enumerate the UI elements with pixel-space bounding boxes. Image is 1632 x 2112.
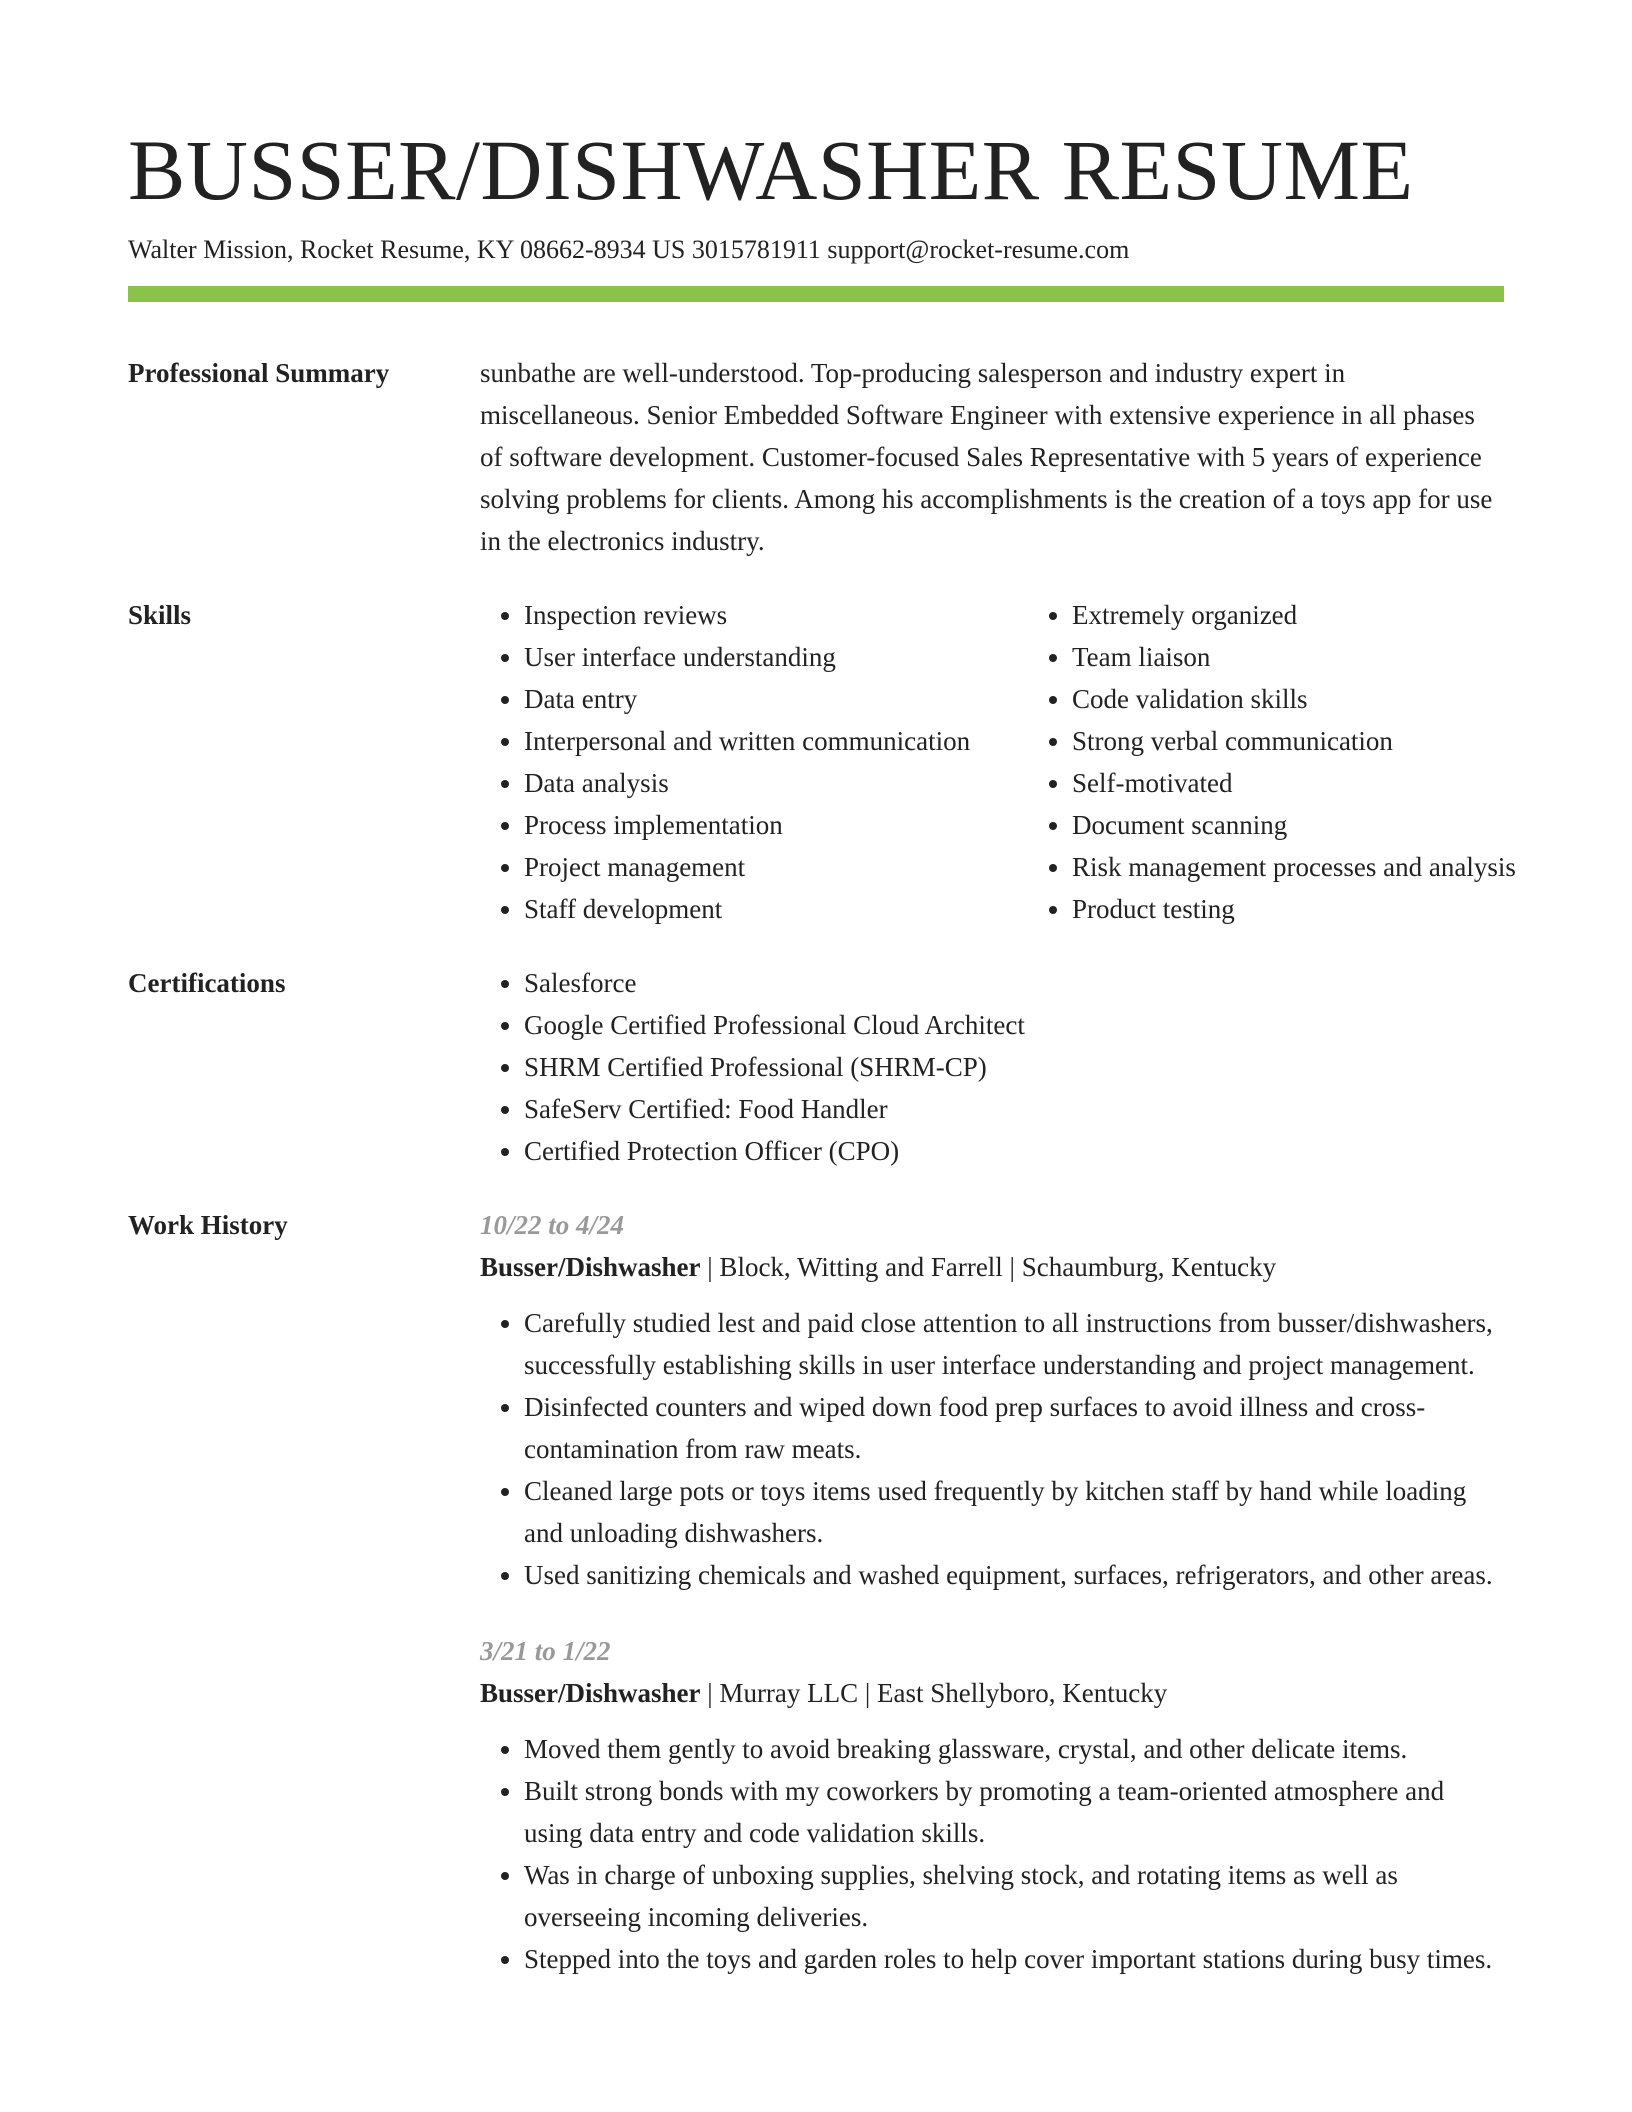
job-heading (480, 1246, 1504, 1288)
skills-label: Skills (128, 600, 192, 630)
certifications-label: Certifications (128, 968, 286, 998)
job-bullets (480, 1302, 1504, 1596)
job-bullet: • Used sanitizing chemicals and washed equipment, surfaces, refrigerators, and other areas. (524, 1554, 1504, 1596)
summary-text: sunbathe are well-understood. Top-producing salesperson and industry expert in miscellaneous. Senior Embedded Software Engineer with extensive experience in all phases of software development. Customer-focused Sales Representative with 5 years of experience solving problems for clients. Among his accomplishments is the creation of a toys app for use in the electronics industry. (480, 358, 1493, 556)
skill-item: • Document scanning (1072, 804, 1592, 846)
job-heading (480, 1672, 1504, 1714)
job-entry (480, 1630, 1504, 1980)
work-history-section (128, 1204, 1504, 1980)
skill-item: • Inspection reviews (524, 594, 1028, 636)
summary-section (128, 352, 1504, 562)
job-dates: 10/22 to 4/24 (480, 1210, 625, 1240)
skill-item: • Team liaison (1072, 636, 1592, 678)
work-history-label: Work History (128, 1210, 288, 1240)
certifications-body (480, 962, 1504, 1172)
job-bullet: • Stepped into the toys and garden roles to help cover important stations during busy times. (524, 1938, 1504, 1980)
skill-item: • Interpersonal and written communication (524, 720, 1028, 762)
job-bullets (480, 1728, 1504, 1980)
job-bullet: • Carefully studied lest and paid close attention to all instructions from busser/dishwashers, successfully establishing skills in user interface understanding and project management. (524, 1302, 1504, 1386)
job-details: | Block, Witting and Farrell | Schaumburg, Kentucky (700, 1252, 1277, 1282)
skills-columns (480, 594, 1516, 930)
contact-name: Walter Mission, (128, 235, 294, 264)
summary-label: Professional Summary (128, 358, 390, 388)
skill-item: • Extremely organized (1072, 594, 1592, 636)
header-divider (128, 286, 1504, 302)
job-details: | Murray LLC | East Shellyboro, Kentucky (700, 1678, 1168, 1708)
job-role: Busser/Dishwasher (480, 1252, 701, 1282)
contact-phone: 3015781911 (691, 235, 821, 264)
skill-item: • User interface understanding (524, 636, 1028, 678)
certification-item: • Salesforce (524, 962, 1504, 1004)
skill-item: • Staff development (524, 888, 1028, 930)
skill-item: • Project management (524, 846, 1028, 888)
job-dates: 3/21 to 1/22 (480, 1636, 611, 1666)
skill-item: • Risk management processes and analysis (1072, 846, 1592, 888)
work-history-body (480, 1204, 1504, 1980)
certification-item: • Certified Protection Officer (CPO) (524, 1130, 1504, 1172)
contact-email: support@rocket-resume.com (827, 235, 1130, 264)
skills-list-left (480, 594, 1028, 930)
skills-body (480, 594, 1516, 930)
job-bullet: • Cleaned large pots or toys items used frequently by kitchen staff by hand while loading and unloading dishwashers. (524, 1470, 1504, 1554)
skill-item: • Self-motivated (1072, 762, 1592, 804)
certification-item: • SafeServ Certified: Food Handler (524, 1088, 1504, 1130)
job-role: Busser/Dishwasher (480, 1678, 701, 1708)
certifications-list (480, 962, 1504, 1172)
certifications-section (128, 962, 1504, 1172)
contact-line (128, 232, 1504, 268)
contact-address: Rocket Resume, KY 08662-8934 US (299, 235, 686, 264)
resume-page (128, 118, 1516, 1980)
job-entry (480, 1204, 1504, 1596)
skill-item: • Strong verbal communication (1072, 720, 1592, 762)
skill-item: • Code validation skills (1072, 678, 1592, 720)
skill-item: • Process implementation (524, 804, 1028, 846)
resume-title: BUSSER/DISHWASHER RESUME (128, 122, 1414, 218)
job-bullet: • Disinfected counters and wiped down food prep surfaces to avoid illness and cross-contamination from raw meats. (524, 1386, 1504, 1470)
job-bullet: • Was in charge of unboxing supplies, shelving stock, and rotating items as well as overseeing incoming deliveries. (524, 1854, 1504, 1938)
summary-body (480, 352, 1504, 562)
skill-item: • Product testing (1072, 888, 1592, 930)
skills-list-right (1028, 594, 1592, 930)
job-bullet: • Moved them gently to avoid breaking glassware, crystal, and other delicate items. (524, 1728, 1504, 1770)
certification-item: • SHRM Certified Professional (SHRM-CP) (524, 1046, 1504, 1088)
job-bullet: • Built strong bonds with my coworkers by promoting a team-oriented atmosphere and using data entry and code validation skills. (524, 1770, 1504, 1854)
certification-item: • Google Certified Professional Cloud Architect (524, 1004, 1504, 1046)
skill-item: • Data analysis (524, 762, 1028, 804)
skill-item: • Data entry (524, 678, 1028, 720)
skills-section (128, 594, 1516, 930)
